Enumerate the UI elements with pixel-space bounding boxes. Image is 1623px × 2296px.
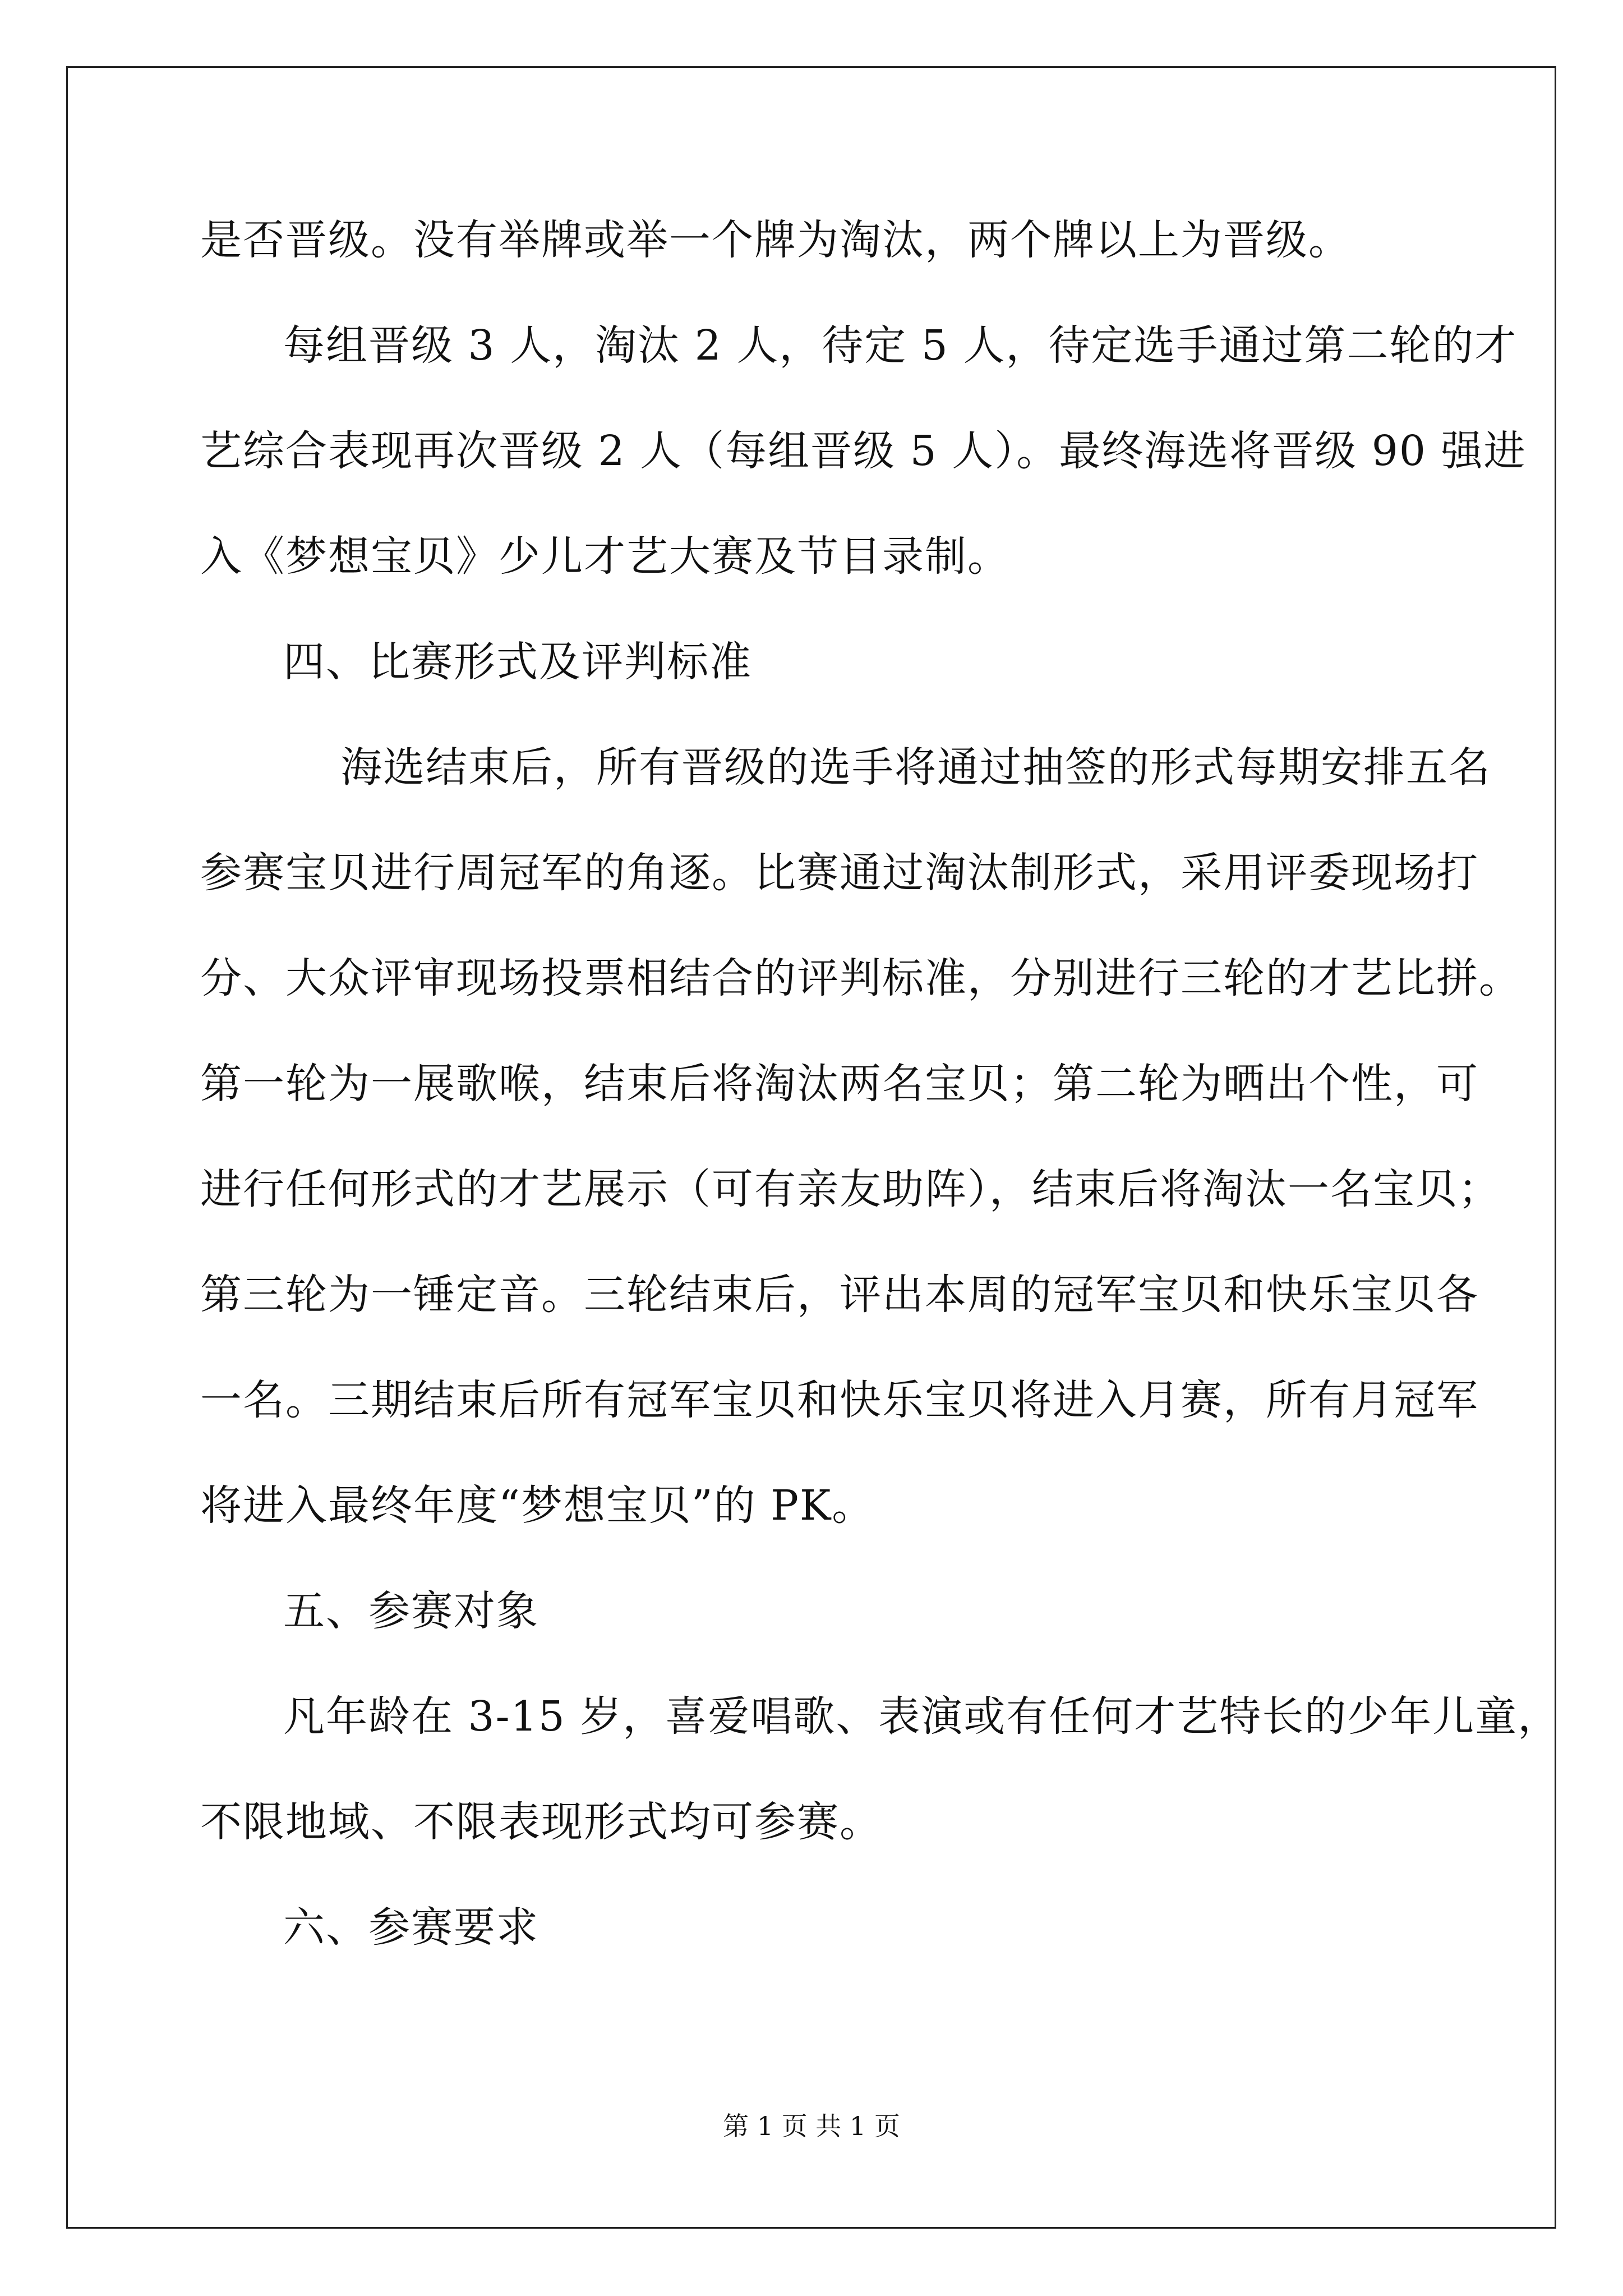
paragraph-line: 第一轮为一展歌喉，结束后将淘汰两名宝贝；第二轮为晒出个性，可: [200, 1060, 1479, 1108]
paragraph-line: 进行任何形式的才艺展示（可有亲友助阵），结束后将淘汰一名宝贝；: [200, 1165, 1501, 1213]
section-heading: 六、参赛要求: [283, 1903, 539, 1952]
paragraph-line: 是否晋级。没有举牌或举一个牌为淘汰，两个牌以上为晋级。: [200, 216, 1351, 264]
paragraph-line: 分、大众评审现场投票相结合的评判标准，分别进行三轮的才艺比拼。: [200, 954, 1521, 1002]
paragraph-line: 每组晋级 3 人，淘汰 2 人，待定 5 人，待定选手通过第二轮的才: [283, 321, 1518, 370]
section-heading: 五、参赛对象: [283, 1587, 539, 1635]
paragraph-line: 海选结束后，所有晋级的选手将通过抽签的形式每期安排五名: [340, 743, 1491, 792]
paragraph-line: 一名。三期结束后所有冠军宝贝和快乐宝贝将进入月赛，所有月冠军: [200, 1376, 1479, 1424]
paragraph-line: 参赛宝贝进行周冠军的角逐。比赛通过淘汰制形式，采用评委现场打: [200, 849, 1479, 897]
section-heading: 四、比赛形式及评判标准: [283, 638, 752, 686]
document-body: [200, 213, 1561, 2006]
paragraph-line: 入《梦想宝贝》少儿才艺大赛及节目录制。: [200, 532, 1010, 581]
paragraph-line: 不限地域、不限表现形式均可参赛。: [200, 1798, 882, 1846]
paragraph-line: 将进入最终年度“梦想宝贝”的 PK。: [200, 1481, 875, 1530]
page-footer: 第 1 页 共 1 页: [723, 2111, 900, 2141]
paragraph-line: 艺综合表现再次晋级 2 人（每组晋级 5 人）。最终海选将晋级 90 强进: [200, 427, 1527, 475]
paragraph-line: 第三轮为一锤定音。三轮结束后，评出本周的冠军宝贝和快乐宝贝各: [200, 1271, 1479, 1319]
paragraph-line: 凡年龄在 3-15 岁，喜爱唱歌、表演或有任何才艺特长的少年儿童，: [283, 1692, 1561, 1741]
